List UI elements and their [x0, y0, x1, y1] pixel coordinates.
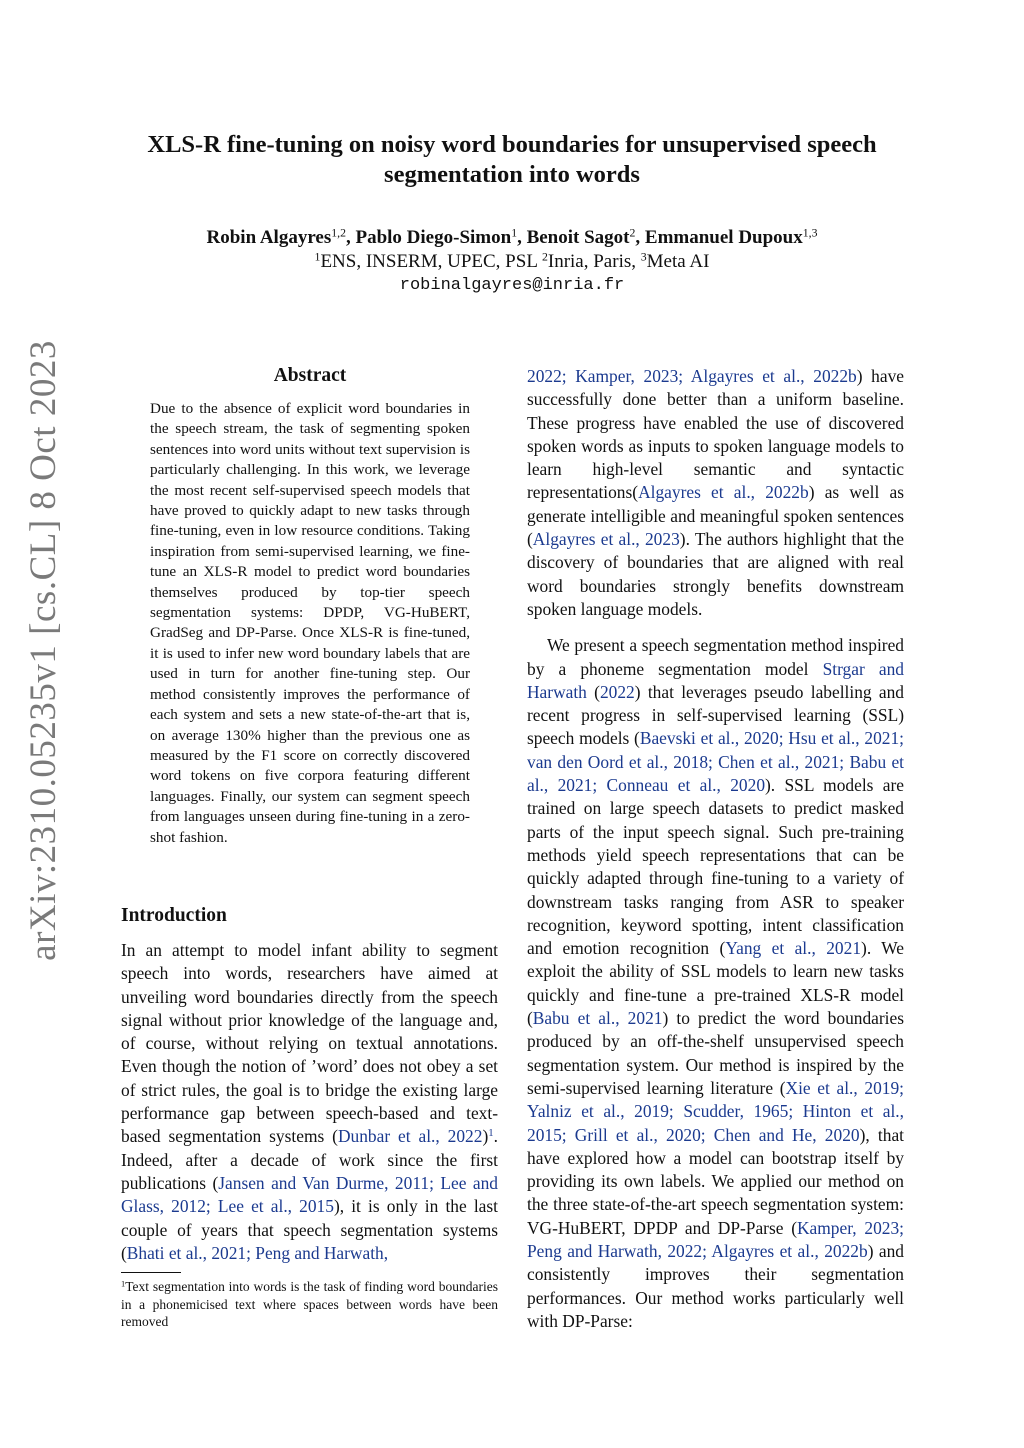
citation-link[interactable]: 2022: [599, 681, 635, 702]
intro-paragraph-1b: [527, 365, 904, 621]
text-run: (: [586, 681, 600, 702]
text-run: ) have successfully done better than a uniform baseline. These progress have enabled the use of discovered spoken words as inputs to spoken language models to learn high-level semantic and syntactic representations(: [527, 366, 904, 503]
intro-paragraph-1a: [121, 939, 498, 1265]
affiliations: [120, 250, 904, 274]
arxiv-stamp-container: [12, 250, 74, 1050]
footnote-rule: [121, 1272, 181, 1273]
citation-link[interactable]: Yang et al., 2021: [725, 938, 862, 959]
author-name: Emmanuel Dupoux: [644, 227, 803, 248]
citation-link[interactable]: Baevski et al., 2020; Hsu et al., 2021; van den Oord et al., 2018; Chen et al., 2021; Babu et al., 2021; Conneau et al., 2020: [527, 728, 904, 796]
introduction-heading: Introduction: [121, 905, 227, 926]
affiliation: Inria, Paris,: [547, 251, 636, 272]
affiliation: ENS, INSERM, UPEC, PSL: [320, 251, 538, 272]
citation-link[interactable]: Xie et al., 2019; Yalniz et al., 2019; Scudder, 1965; Hinton et al., 2015; Grill et al., 2020; Chen and He, 2020: [527, 1077, 904, 1145]
paper-title: [120, 130, 904, 190]
right-column: [527, 365, 904, 1333]
citation-link[interactable]: Jansen and Van Durme, 2011; Lee and Glass, 2012; Lee et al., 2015: [121, 1172, 498, 1217]
footnote-mark[interactable]: 1: [488, 1127, 494, 1140]
citation-link[interactable]: Strgar and Harwath: [527, 658, 904, 702]
text-run: . Indeed, after a decade of work since the first publications (: [121, 1126, 498, 1193]
arxiv-stamp: arXiv:2310.05235v1 [cs.CL] 8 Oct 2023: [22, 339, 64, 961]
author-affil-mark: 2: [629, 226, 636, 240]
affil-mark: 2: [541, 250, 548, 264]
text-run: ). We exploit the ability of SSL models to learn new tasks quickly and fine-tune a pre-trained XLS-R model (: [527, 938, 904, 1029]
text-run: We present a speech segmentation method inspired by a phoneme segmentation model: [527, 635, 904, 679]
affil-mark: 1: [314, 250, 321, 264]
affil-mark: 3: [640, 250, 647, 264]
text-run: ). The authors highlight that the discovery of boundaries that are aligned with real word boundaries strongly benefits downstream spoken language models.: [527, 529, 904, 619]
author-affil-mark: 1: [511, 226, 518, 240]
author-list: Robin Algayres$^{1,2}$, Pablo Diego-Simon$^1$, Benoit Sagot$^2$, Emmanuel Dupoux$^{1,3}$: [206, 226, 818, 248]
text-run: ) to predict the word boundaries produced by an off-the-shelf unsupervised speech segmentation system. Our method is inspired by the semi-supervised learning literature (: [527, 1008, 904, 1098]
text-run: ), it is only in the last couple of years that speech segmentation systems (: [121, 1196, 499, 1263]
footnote-number: 1: [121, 1279, 126, 1289]
text-run: ) that leverages pseudo labelling and recent progress in self-supervised learning (SSL) speech models (: [527, 681, 904, 749]
author-affil-mark: 1,3: [802, 226, 818, 240]
citation-link[interactable]: Babu et al., 2021: [532, 1008, 663, 1029]
left-column: [121, 939, 498, 1265]
text-run: In an attempt to model infant ability to segment speech into words, researchers have aimed at unveiling word boundaries directly from the speech signal without prior knowledge of the language and, of course, without relying on textual annotations. Even though the notion of ’word’ does not obey a set of strict rules, the goal is to bridge the existing large performance gap between speech-based and text-based segmentation systems (: [121, 940, 498, 1147]
author-name: Benoit Sagot: [526, 227, 630, 248]
text-run: ), that have explored how a model can bootstrap itself by providing its own labels. We applied our method on the three state-of-the-art speech segmentation system: VG-HuBERT, DPDP and DP-Parse (: [527, 1124, 904, 1238]
author-name: Pablo Diego-Simon: [355, 227, 512, 248]
citation-link[interactable]: Bhati et al., 2021; Peng and Harwath,: [126, 1242, 389, 1263]
text-run: ): [482, 1126, 489, 1147]
footnote-text: Text segmentation into words is the task of finding word boundaries in a phonemicised text where spaces between words have been removed: [121, 1279, 498, 1329]
citation-link[interactable]: 2022; Kamper, 2023; Algayres et al., 2022b: [527, 366, 857, 386]
citation-link[interactable]: Algayres et al., 2022b: [638, 482, 809, 503]
citation-link[interactable]: Algayres et al., 2023: [532, 529, 680, 550]
text-run: ) and consistently improves their segmentation performances. Our method works particularly well with DP-Parse:: [527, 1240, 904, 1331]
abstract-heading: Abstract: [273, 365, 347, 386]
title-line-2: segmentation into words: [384, 161, 640, 188]
citation-link[interactable]: Dunbar et al., 2022: [337, 1126, 483, 1147]
affiliation: Meta AI: [646, 251, 710, 272]
text-run: ) as well as generate intelligible and meaningful spoken sentences (: [527, 482, 904, 550]
author-name: Robin Algayres: [206, 227, 332, 248]
abstract-text: Due to the absence of explicit word boundaries in the speech stream, the task of segmenting spoken sentences into word units without text supervision is particularly challenging. In this work, we leverage the most recent self-supervised speech models that have proved to quickly adapt to new tasks through fine-tuning, even in low resource conditions. Taking inspiration from semi-supervised learning, we fine-tune an XLS-R model to predict word boundaries themselves produced by top-tier speech segmentation systems: DPDP, VG-HuBERT, GradSeg and DP-Parse. Once XLS-R is fine-tuned, it is used to infer new word boundary labels that are used in turn for another fine-tuning step. Our method consistently improves the performance of each system and sets a new state-of-the-art that is, on average 130% higher than the previous one as measured by the F1 score on correctly discovered word tokens on five corpora featuring different languages. Finally, our system can segment speech from languages unseen during fine-tuning in a zero-shot fashion.: [150, 400, 470, 846]
text-run: ). SSL models are trained on large speech datasets to predict masked parts of the input speech signal. Such pre-training methods yield speech representations that can be quickly adapted through fine-tuning to a variety of downstream tasks ranging from ASR to speaker recognition, keyword spotting, intent classification and emotion recognition (: [527, 775, 904, 959]
title-line-1: XLS-R fine-tuning on noisy word boundaries for unsupervised speech: [147, 131, 877, 158]
footnote: [121, 1278, 498, 1331]
author-affil-mark: 1,2: [331, 226, 346, 240]
author-email[interactable]: robinalgayres@inria.fr: [399, 276, 625, 295]
intro-paragraph-2: [527, 634, 904, 1333]
citation-link[interactable]: Kamper, 2023; Peng and Harwath, 2022; Algayres et al., 2022b: [527, 1217, 904, 1261]
